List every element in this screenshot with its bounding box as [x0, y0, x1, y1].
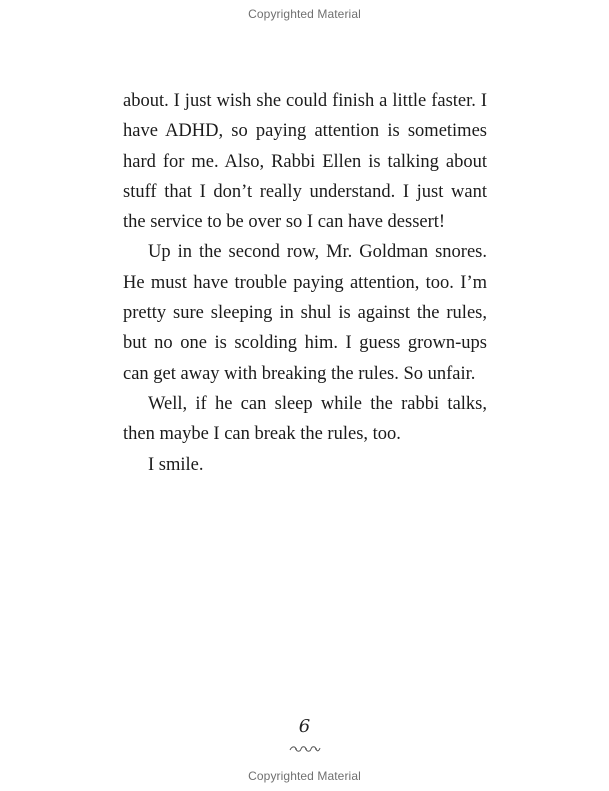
paragraph-3: Well, if he can sleep while the rabbi talks, then maybe I can break the rules, too.	[123, 393, 487, 445]
copyright-footer: Copyrighted Material	[248, 769, 361, 783]
paragraph-4: I smile.	[148, 454, 204, 475]
page-number: 6	[298, 716, 311, 737]
paragraph-2: Up in the second row, Mr. Goldman snores. He must have trouble paying attention, too. I’m pretty sure sleeping in shul is against the rules, but no one is scolding him. I guess grown-ups can get away with breaking the rules. So unfair.	[123, 242, 487, 384]
paragraph-1: about. I just wish she could finish a little faster. I have ADHD, so paying attention is sometimes hard for me. Also, Rabbi Ellen is talking about stuff that I don’t really understand. I just want the service to be over so I can have dessert!	[123, 91, 487, 233]
page-body	[123, 86, 487, 480]
flourish-ornament-icon	[288, 744, 322, 754]
copyright-header: Copyrighted Material	[248, 7, 361, 21]
